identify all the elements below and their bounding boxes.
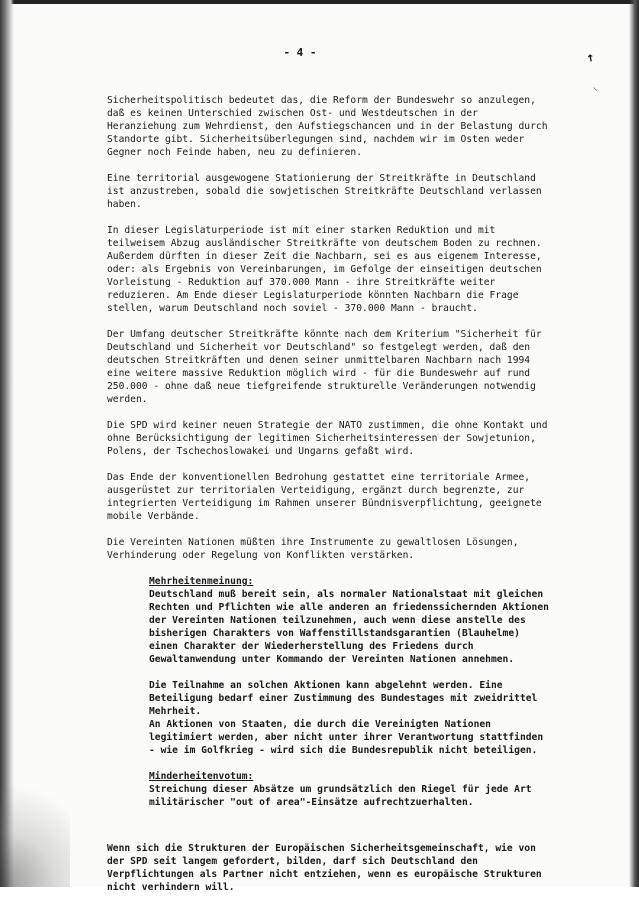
pen-mark-small: ⸜ xyxy=(593,83,598,93)
minority-vote xyxy=(149,770,577,809)
paragraph: Das Ende der konventionellen Bedrohung gestattet eine territoriale Armee, ausgerüstet zur territorialen Verteidigung, ergänzt durch begrenzte, zur integrierten Verteidigung im Rahmen unserer Bündnisverpflichtung, geeignete mobile Verbände. xyxy=(107,472,542,522)
closing-paragraph: Wenn sich die Strukturen der Europäischen Sicherheitsgemeinschaft, wie von der SPD seit langem gefordert, bilden, darf sich Deutschland den Verpflichtungen als Partner nicht entziehen, wenn es europäische Strukturen nicht verhindern will. xyxy=(107,843,542,893)
majority-heading: Mehrheitenmeinung: xyxy=(149,576,254,587)
paragraph: Die Vereinten Nationen müßten ihre Instrumente zu gewaltlosen Lösungen, Verhinderung oder Regelung von Konflikten verstärken. xyxy=(107,537,519,561)
minority-text: Streichung dieser Absätze um grundsätzlich den Riegel für jede Art militärischer "out of area"-Einsätze aufrechtzuerhalten. xyxy=(149,784,532,808)
document-body xyxy=(107,94,577,907)
majority-text: Deutschland muß bereit sein, als normaler Nationalstaat mit gleichen Rechten und Pflichten wie alle anderen an friedenssichernden Aktionen der Vereinten Nationen teilzunehmen, auch wenn diese anstelle des bisherigen Charakters von Waffenstillstandsgarantien (Blauhelme) einen Charakter der Wiederherstellung des Friedens durch Gewaltanwendung unter Kommando der Vereinten Nationen annehmen. xyxy=(149,589,549,665)
majority-text: An Aktionen von Staaten, die durch die Vereinigten Nationen legitimiert werden, aber nicht unter ihrer Verantwortung stattfinden - wie im Golfkrieg - wird sich die Bundesrepublik nicht beteiligen. xyxy=(149,719,544,756)
pen-mark: ↖ xyxy=(583,49,599,66)
minority-heading: Minderheitenvotum: xyxy=(149,771,254,782)
paragraph: Der Umfang deutscher Streitkräfte könnte nach dem Kriterium "Sicherheit für Deutschland und Sicherheit vor Deutschland" so festgelegt werden, daß den deutschen Streitkräften und denen seiner unmittelbaren Nachbarn nach 1994 eine weitere massive Reduktion möglich wird - für die Bundeswehr auf rund 250.000 - ohne daß neue tiefgreifende strukturelle Veränderungen notwendig werden. xyxy=(107,329,542,405)
paragraph: Sicherheitspolitisch bedeutet das, die Reform der Bundeswehr so anzulegen, daß es keinen Unterschied zwischen Ost- und Westdeutschen in der Heranziehung zum Wehrdienst, den Aufstiegschancen und in der Belastung durch Standorte gibt. Sicherheitsüberlegungen sind, nachdem wir im Osten weder Gegner noch Feinde haben, neu zu definieren. xyxy=(107,95,548,158)
scan-edge-left xyxy=(0,0,14,887)
majority-opinion xyxy=(149,575,577,757)
scan-speckle xyxy=(0,767,70,887)
scan-edge-right xyxy=(629,0,639,887)
paragraph: In dieser Legislaturperiode ist mit einer starken Reduktion und mit teilweisem Abzug ausländischer Streitkräfte von deutschem Boden zu rechnen. Außerdem dürften in dieser Zeit die Nachbarn, sei es aus eigenem Interesse, oder: als Ergebnis von Vereinbarungen, im Gefolge der einseitigen deutschen Vorleistung - Reduktion auf 370.000 Mann - ihre Streitkräfte weiter reduzieren. Am Ende dieser Legislaturperiode könnten Nachbarn die Frage stellen, warum Deutschland noch soviel - 370.000 Mann - braucht. xyxy=(107,225,542,314)
scan-edge-top xyxy=(0,0,639,4)
page-number: - 4 - xyxy=(283,46,317,59)
paragraph: Die SPD wird keiner neuen Strategie der NATO zustimmen, die ohne Kontakt und ohne Berücksichtigung der legitimen Sicherheitsinteressen der Sowjetunion, Polens, der Tschechoslowakei und Ungarns gefaßt wird. xyxy=(107,420,548,457)
paragraph: Eine territorial ausgewogene Stationierung der Streitkräfte in Deutschland ist anzustreben, sobald die sowjetischen Streitkräfte Deutschland verlassen haben. xyxy=(107,173,542,210)
majority-text: Die Teilnahme an solchen Aktionen kann abgelehnt werden. Eine Beteiligung bedarf einer Zustimmung des Bundestages mit zweidrittel Mehrheit. xyxy=(149,680,538,717)
